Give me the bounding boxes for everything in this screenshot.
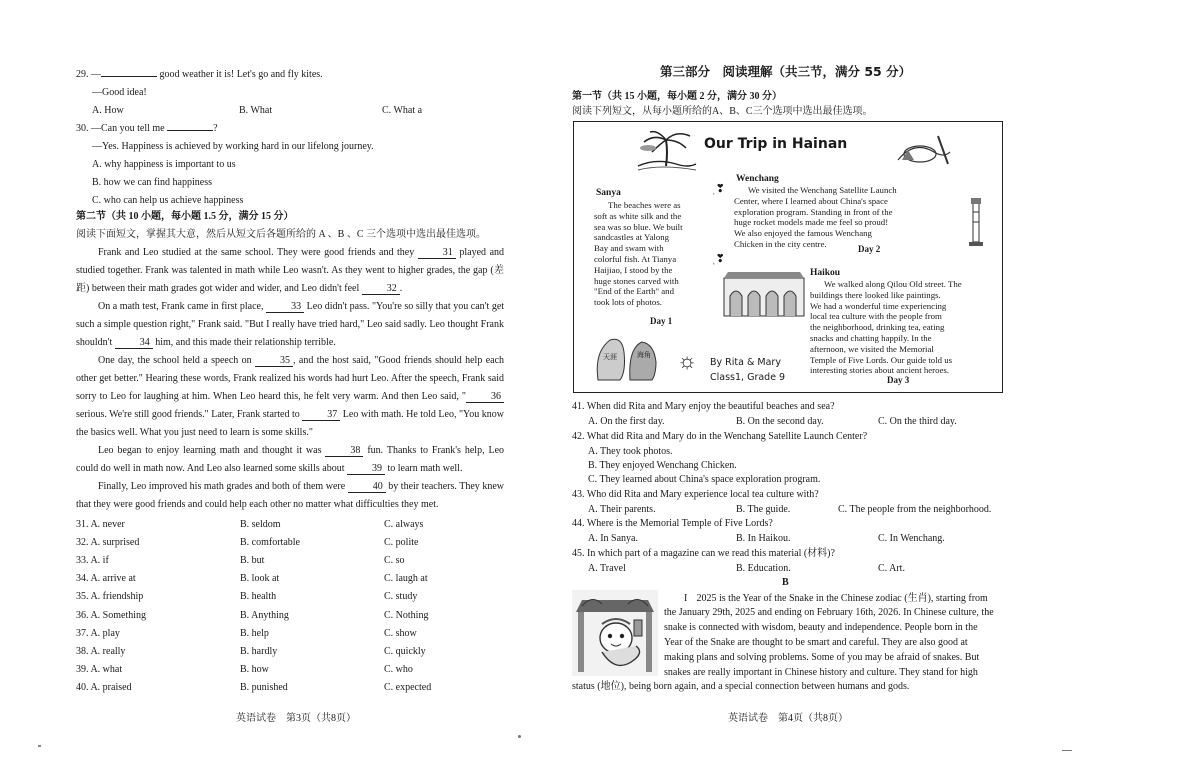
footprint-icon: ˌ❣	[712, 183, 725, 195]
left-page	[0, 0, 560, 776]
hai-line: snacks and chatting happily. In the	[810, 332, 932, 343]
q43-option-a[interactable]: A. Their parents.	[588, 504, 656, 515]
cloze-option-32-b[interactable]: B. comfortable	[240, 537, 300, 549]
blank-37[interactable]: 37	[302, 409, 340, 421]
blank-34[interactable]: 34	[115, 337, 153, 349]
scan-dot	[38, 745, 41, 747]
wen-line: We also enjoyed the famous Wenchang	[734, 228, 872, 239]
cloze-option-35-a[interactable]: 35. A. friendship	[76, 591, 144, 603]
section2-title: 第二节（共 10 小题，每小题 1.5 分，满分 15 分）	[76, 211, 294, 222]
cloze-option-33-b[interactable]: B. but	[240, 555, 265, 567]
wen-line: Center, where I learned about China's space	[734, 195, 888, 206]
sanya-line: huge stones carved with	[594, 275, 679, 286]
blank-33[interactable]: 33	[266, 301, 304, 313]
haikou-text	[810, 279, 982, 376]
wen-line: Chicken in the city centre.	[734, 238, 827, 249]
blank-32[interactable]: 32	[362, 283, 400, 295]
cloze-passage	[76, 244, 504, 514]
cloze-option-35-b[interactable]: B. health	[240, 591, 277, 603]
wen-line: exploration program. Standing in front of the	[734, 206, 893, 217]
hai-line: Temple of Five Lords. Our guide told us	[810, 354, 953, 365]
q30-reply: —Yes. Happiness is achieved by working hard in our lifelong journey.	[92, 141, 374, 152]
cloze-option-40-c[interactable]: C. expected	[384, 681, 432, 693]
q43-option-c[interactable]: C. The people from the neighborhood.	[838, 504, 992, 515]
passage-para-2: On a math test, Frank came in first place, 33 Leo didn't pass. "You're so silly that you can't get such a simple question right," Frank said. "But I really have tried hard," Leo said sadly. Leo thought Frank shouldn't 34 him, and this made their relationship terrible.	[76, 301, 505, 348]
cloze-option-33-a[interactable]: 33. A. if	[76, 555, 109, 567]
cloze-option-37-c[interactable]: C. show	[384, 627, 417, 639]
q44-option-a[interactable]: A. In Sanya.	[588, 533, 638, 544]
cloze-option-32-c[interactable]: C. polite	[384, 537, 419, 549]
passage-para-1: Frank and Leo studied at the same school. They were good friends and they 31 played and studied together. Frank was talented in math while Leo wasn't. As they went to higher grades, the gap (差距) between their math grades got wider and wider, and Leo didn't feel 32 .	[76, 247, 505, 294]
passage-para-3: One day, the school held a speech on 35 , and the host said, "Good friends should help each other get better." Hearing these words, Frank realized his words had hurt Leo. After the speech, Frank said sorry to Leo for laughing at him. When Leo heard this, he felt very warm. And then Leo said, " 36 serious. We're still good friends." Later, Frank started to 37 Leo with math. He told Leo, "You know the basics well. What you just need to learn is some skills."	[76, 355, 505, 438]
haikou-heading: Haikou	[810, 268, 841, 278]
lighthouse-icon	[966, 198, 986, 248]
section1-instructions: 阅读下列短文，从每小题所给的A、B、C三个选项中选出最佳选项。	[572, 106, 873, 117]
right-page-footer: 英语试卷 第4页（共8页）	[728, 713, 848, 724]
part-b-letter: B	[782, 577, 789, 588]
q30-option-a[interactable]: A. why happiness is important to us	[92, 159, 236, 170]
part-b-last-line: status (地位), being born again, and a special connection between humans and gods.	[572, 681, 910, 692]
q42-stem: 42. What did Rita and Mary do in the Wenchang Satellite Launch Center?	[572, 431, 868, 442]
sun-icon: ☼	[677, 348, 698, 373]
q29-option-b[interactable]: B. What	[239, 105, 273, 116]
cloze-option-34-c[interactable]: C. laugh at	[384, 573, 428, 585]
section2-instructions: 阅读下面短文，掌握其大意，然后从短文后各题所给的 A 、B 、C 三个选项中选出最佳选项。	[76, 229, 487, 240]
sanya-line: "End of the Earth" and	[594, 286, 674, 297]
qilou-building-icon	[722, 268, 806, 320]
hai-line: afternoon, we visited the Memorial	[810, 343, 934, 354]
cloze-option-40-a[interactable]: 40. A. praised	[76, 681, 132, 693]
hai-line: local tea culture with the people from	[810, 311, 942, 322]
question-30: 30. —Can you tell me ?	[76, 123, 218, 134]
blank-35[interactable]: 35	[255, 355, 293, 367]
passage-para-5: Finally, Leo improved his math grades and both of them were 40 by their teachers. They knew that they were good friends and could help each other no matter what difficulties they met.	[76, 481, 505, 510]
part-b-line-1: I 2025 is the Year of the Snake in the Chinese zodiac (生肖), starting from	[684, 593, 988, 604]
q45-stem: 45. In which part of a magazine can we read this material (材料)?	[572, 548, 835, 559]
question-29: 29. — good weather it is! Let's go and fly kites.	[76, 69, 323, 80]
hai-line: the neighborhood, drinking tea, eating	[810, 322, 945, 333]
blank-40[interactable]: 40	[348, 481, 386, 493]
sanya-heading: Sanya	[596, 188, 621, 198]
wen-line: We visited the Wenchang Satellite Launch	[748, 185, 897, 195]
stone-label-2: 海角	[637, 351, 651, 359]
part-b-paragraph: the January 29th, 2025 and ending on February 16th, 2026. In Chinese culture, the snake is connected with wisdom, beauty and independence. People born in the Year of the Snake are thought to be smart and careful. They are also good at making plans and solving problems. Some of you may be afraid of snakes. But snakes are really important in Chinese history and culture. They stand for high	[664, 607, 994, 678]
q45-option-a[interactable]: A. Travel	[588, 563, 626, 574]
box-title: Our Trip in Hainan	[704, 136, 848, 152]
q29-reply: —Good idea!	[92, 87, 147, 98]
cloze-option-35-c[interactable]: C. study	[384, 591, 418, 603]
q41-option-a[interactable]: A. On the first day.	[588, 416, 665, 427]
author-class: Class1, Grade 9	[710, 372, 786, 383]
cloze-option-36-c[interactable]: C. Nothing	[384, 609, 429, 621]
sanya-line: The beaches were as	[608, 200, 681, 210]
footprint-icon: ˌ❣	[712, 253, 725, 265]
blank-36[interactable]: 36	[466, 391, 504, 403]
q41-option-c[interactable]: C. On the third day.	[878, 416, 957, 427]
sanya-line: Haijiao, I stood by the	[594, 264, 673, 275]
day2-label: Day 2	[858, 244, 881, 254]
sanya-line: sea was so blue. We built	[594, 221, 683, 232]
blank-31[interactable]: 31	[418, 247, 456, 259]
day3-label: Day 3	[887, 375, 910, 385]
right-page	[560, 0, 1200, 776]
cloze-option-34-a[interactable]: 34. A. arrive at	[76, 573, 136, 585]
sanya-line: took lots of photos.	[594, 297, 662, 308]
wenchang-text	[734, 185, 932, 250]
q44-stem: 44. Where is the Memorial Temple of Five Lords?	[572, 518, 773, 529]
q43-stem: 43. Who did Rita and Mary experience local tea culture with?	[572, 489, 819, 500]
cloze-option-33-c[interactable]: C. so	[384, 555, 405, 567]
cloze-option-39-b[interactable]: B. how	[240, 663, 269, 675]
cloze-option-36-a[interactable]: 36. A. Something	[76, 609, 147, 621]
part3-title: 第三部分 阅读理解（共三节，满分 55 分）	[660, 64, 912, 79]
wen-line: huge rocket models made me feel so proud!	[734, 217, 889, 228]
left-page-footer: 英语试卷 第3页（共8页）	[236, 713, 356, 724]
cloze-option-39-a[interactable]: 39. A. what	[76, 663, 123, 675]
q30-option-b[interactable]: B. how we can find happiness	[92, 177, 212, 188]
q45-option-c[interactable]: C. Art.	[878, 563, 905, 574]
cloze-option-37-a[interactable]: 37. A. play	[76, 627, 120, 639]
stone-label-1: 天涯	[603, 353, 617, 361]
blank-38[interactable]: 38	[325, 445, 363, 457]
q44-option-b[interactable]: B. In Haikou.	[736, 533, 791, 544]
snake-illustration	[572, 590, 658, 676]
scan-dot	[518, 735, 521, 738]
cloze-option-34-b[interactable]: B. look at	[240, 573, 280, 585]
cloze-option-38-b[interactable]: B. hardly	[240, 645, 278, 657]
q41-stem: 41. When did Rita and Mary enjoy the beautiful beaches and sea?	[572, 401, 835, 412]
cloze-option-38-a[interactable]: 38. A. really	[76, 645, 126, 657]
cloze-option-37-b[interactable]: B. help	[240, 627, 269, 639]
section1-title: 第一节（共 15 小题，每小题 2 分，满分 30 分）	[572, 91, 782, 102]
q44-option-c[interactable]: C. In Wenchang.	[878, 533, 945, 544]
sanya-line: Bay and swam with	[594, 243, 664, 254]
cloze-option-36-b[interactable]: B. Anything	[240, 609, 289, 621]
passage-para-4: Leo began to enjoy learning math and thought it was 38 fun. Thanks to Frank's help, Leo could do well in math now. And Leo also learned some skills about 39 to learn math well.	[76, 445, 505, 474]
sanya-text	[594, 200, 706, 308]
blank-39[interactable]: 39	[347, 463, 385, 475]
cloze-option-31-c[interactable]: C. always	[384, 519, 424, 530]
cloze-option-38-c[interactable]: C. quickly	[384, 645, 426, 657]
q30-option-c[interactable]: C. who can help us achieve happiness	[92, 195, 244, 206]
author-name: By Rita & Mary	[710, 357, 781, 368]
day1-label: Day 1	[650, 316, 673, 326]
q29-option-a[interactable]: A. How	[92, 105, 124, 116]
q41-option-b[interactable]: B. On the second day.	[736, 416, 824, 427]
q42-option-b[interactable]: B. They enjoyed Wenchang Chicken.	[588, 460, 737, 471]
answer-blank-29[interactable]	[101, 76, 157, 77]
sanya-line: sandcastles at Yalong	[594, 232, 670, 243]
travel-sketch-icon	[894, 130, 954, 170]
hai-line: buildings there looked like paintings.	[810, 289, 941, 300]
q42-option-c[interactable]: C. They learned about China's space exploration program.	[588, 474, 821, 485]
cloze-option-39-c[interactable]: C. who	[384, 663, 413, 675]
cloze-option-31-b[interactable]: B. seldom	[240, 519, 281, 530]
palm-tree-icon	[636, 128, 698, 176]
q29-option-c[interactable]: C. What a	[382, 105, 423, 116]
q42-option-a[interactable]: A. They took photos.	[588, 446, 673, 457]
hai-line: interesting stories about ancient heroes.	[810, 365, 949, 376]
trip-hainan-box	[573, 121, 1003, 393]
cloze-option-32-a[interactable]: 32. A. surprised	[76, 537, 140, 549]
answer-blank-30[interactable]	[167, 130, 213, 131]
wenchang-heading: Wenchang	[736, 174, 779, 184]
sanya-line: soft as white silk and the	[594, 210, 682, 221]
cloze-option-40-b[interactable]: B. punished	[240, 681, 288, 693]
hai-line: We had a wonderful time experiencing	[810, 300, 947, 311]
hai-line: We walked along Qilou Old street. The	[824, 279, 962, 289]
sanya-line: colorful fish. At Tianya	[594, 253, 677, 264]
cloze-option-31-a[interactable]: 31. A. never	[76, 519, 125, 530]
q43-option-b[interactable]: B. The guide.	[736, 504, 791, 515]
q45-option-b[interactable]: B. Education.	[736, 563, 791, 574]
